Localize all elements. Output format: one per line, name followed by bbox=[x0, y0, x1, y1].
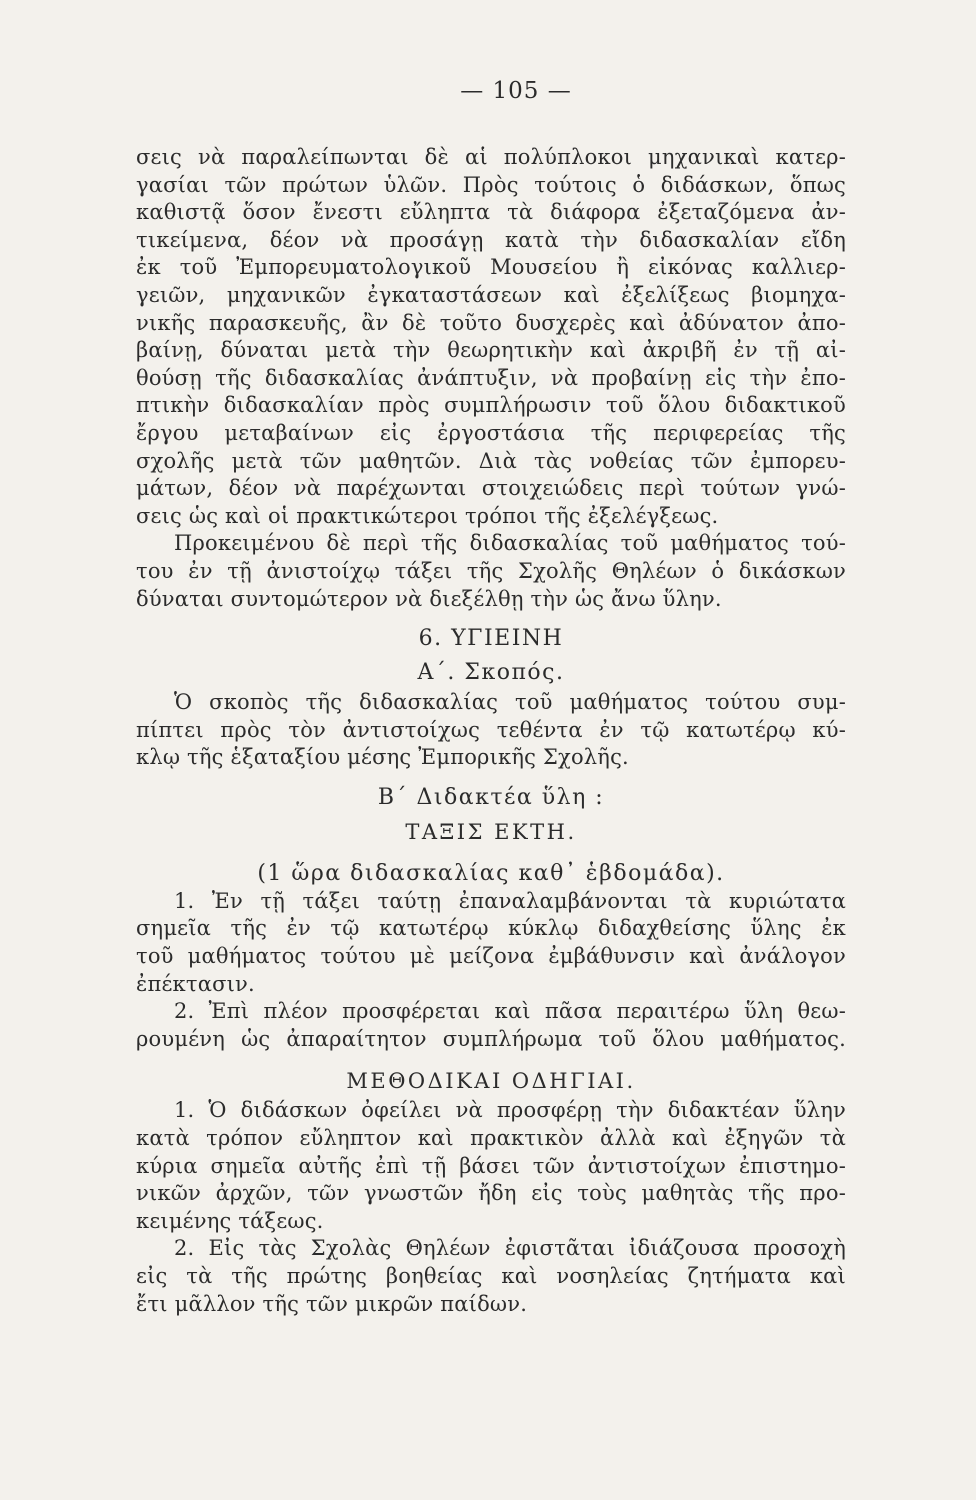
text-line: πίπτει πρὸς τὸν ἀντιστοίχως τεθέντα ἐν τῷ κατωτέρῳ κύ- bbox=[136, 717, 846, 742]
page-number: — 105 — bbox=[460, 78, 572, 104]
paragraph-girls-school bbox=[136, 530, 846, 613]
text-line: ρουμένη ὡς ἀπαραίτητον συμπλήρωμα τοῦ ὅλου μαθήματος. bbox=[136, 1026, 846, 1051]
text-line: πτικὴν διδασκαλίαν πρὸς συμπλήρωσιν τοῦ ὅλου διδακτικοῦ bbox=[136, 393, 846, 418]
text-line: γειῶν, μηχανικῶν ἐγκαταστάσεων καὶ ἐξελίξεως βιομηχα- bbox=[136, 282, 846, 307]
material-heading: Β΄ Διδακτέα ὕλη : bbox=[377, 784, 605, 810]
paragraph-item-2 bbox=[136, 998, 846, 1053]
text-line: μάτων, δέον νὰ παρέχωνται στοιχειώδεις περὶ τούτων γνώ- bbox=[136, 476, 846, 501]
text-line: σεις ὡς καὶ οἱ πρακτικώτεροι τρόποι τῆς ἐξελέγξεως. bbox=[136, 503, 719, 528]
text-line: τοῦ μαθήματος τούτου μὲ μείζονα ἐμβάθυνσιν καὶ ἀνάλογον bbox=[136, 944, 846, 969]
text-line: κλῳ τῆς ἑξαταξίου μέσης Ἐμπορικῆς Σχολῆς. bbox=[136, 745, 629, 770]
text-line: δύναται συντομώτερον νὰ διεξέλθῃ τὴν ὡς ἄνω ὕλην. bbox=[136, 586, 722, 611]
text-line: ἔργου μεταβαίνων εἰς ἐργοστάσια τῆς περιφερείας τῆς bbox=[136, 420, 846, 445]
text-line: Προκειμένου δὲ περὶ τῆς διδασκαλίας τοῦ μαθήματος τού- bbox=[174, 531, 846, 556]
text-line: ἔτι μᾶλλον τῆς τῶν μικρῶν παίδων. bbox=[136, 1291, 528, 1316]
paragraph-item-1 bbox=[136, 888, 846, 998]
text-line: του ἐν τῇ ἀνιστοίχῳ τάξει τῆς Σχολῆς Θηλέων ὁ δικάσκων bbox=[136, 558, 846, 583]
hours-note: (1 ὥρα διδασκαλίας καθ᾽ ἑβδομάδα). bbox=[257, 860, 725, 886]
text-line: νικῆς παρασκευῆς, ἂν δὲ τοῦτο δυσχερὲς καὶ ἀδύνατον ἀπο- bbox=[136, 310, 846, 335]
text-line: Ὁ σκοπὸς τῆς διδασκαλίας τοῦ μαθήματος τούτου συμ- bbox=[174, 690, 846, 715]
text-line: εἰς τὰ τῆς πρώτης βοηθείας καὶ νοσηλείας ζητήματα καὶ bbox=[136, 1264, 846, 1288]
text-line: ἐπέκτασιν. bbox=[136, 971, 255, 996]
text-line: κύρια σημεῖα αὐτῆς ἐπὶ τῇ βάσει τῶν ἀντιστοίχων ἐπιστημο- bbox=[136, 1153, 846, 1178]
paragraph-method-2 bbox=[136, 1235, 846, 1318]
aim-heading: Α΄. Σκοπός. bbox=[417, 660, 565, 686]
text-line: καθιστᾷ ὅσον ἔνεστι εὔληπτα τὰ διάφορα ἐξεταζόμενα ἀν- bbox=[136, 200, 846, 225]
text-line: σεις νὰ παραλείπωνται δὲ αἱ πολύπλοκοι μηχανικαὶ κατερ- bbox=[136, 145, 846, 169]
text-line: σχολῆς μετὰ τῶν μαθητῶν. Διὰ τὰς νοθείας τῶν ἐμπορευ- bbox=[136, 448, 846, 473]
text-line: γασίαι τῶν πρώτων ὑλῶν. Πρὸς τούτοις ὁ διδάσκων, ὅπως bbox=[136, 172, 846, 197]
paragraph-aim bbox=[136, 689, 846, 772]
text-line: 2. Εἰς τὰς Σχολὰς Θηλέων ἐφιστᾶται ἰδιάζουσα προσοχὴ bbox=[174, 1236, 846, 1261]
text-line: θούσῃ τῆς διδασκαλίας ἀνάπτυξιν, νὰ προβαίνῃ εἰς τὴν ἐπο- bbox=[136, 365, 846, 390]
text-line: 1. Ἐν τῇ τάξει ταύτῃ ἐπαναλαμβάνονται τὰ κυριώτατα bbox=[174, 888, 846, 913]
section-heading: 6. ΥΓΙΕΙΝΗ bbox=[418, 626, 564, 652]
text-line: νικῶν ἀρχῶν, τῶν γνωστῶν ἤδη εἰς τοὺς μαθητὰς τῆς προ- bbox=[136, 1181, 846, 1206]
text-line: 2. Ἐπὶ πλέον προσφέρεται καὶ πᾶσα περαιτέρω ὕλη θεω- bbox=[174, 999, 846, 1024]
text-line: βαίνῃ, δύναται μετὰ τὴν θεωρητικὴν καὶ ἀκριβῆ ἐν τῇ αἰ- bbox=[136, 338, 846, 363]
text-line: ἐκ τοῦ Ἐμπορευματολογικοῦ Μουσείου ἢ εἰκόνας καλλιερ- bbox=[136, 255, 846, 280]
text-line: τικείμενα, δέον νὰ προσάγῃ κατὰ τὴν διδασκαλίαν εἴδη bbox=[136, 227, 846, 252]
text-line: κειμένης τάξεως. bbox=[136, 1208, 324, 1233]
paragraph-intro bbox=[136, 144, 846, 530]
text-line: σημεῖα τῆς ἐν τῷ κατωτέρῳ κύκλῳ διδαχθείσης ὕλης ἐκ bbox=[136, 916, 846, 941]
text-line: κατὰ τρόπον εὔληπτον καὶ πρακτικὸν ἀλλὰ καὶ ἐξηγῶν τὰ bbox=[136, 1126, 846, 1151]
class-heading: ΤΑΞΙΣ ΕΚΤΗ. bbox=[405, 819, 577, 844]
paragraph-method-1 bbox=[136, 1097, 846, 1235]
text-line: 1. Ὁ διδάσκων ὀφείλει νὰ προσφέρῃ τὴν διδακτέαν ὕλην bbox=[174, 1098, 846, 1123]
methods-heading: ΜΕΘΟΔΙΚΑΙ ΟΔΗΓΙΑΙ. bbox=[346, 1069, 636, 1094]
